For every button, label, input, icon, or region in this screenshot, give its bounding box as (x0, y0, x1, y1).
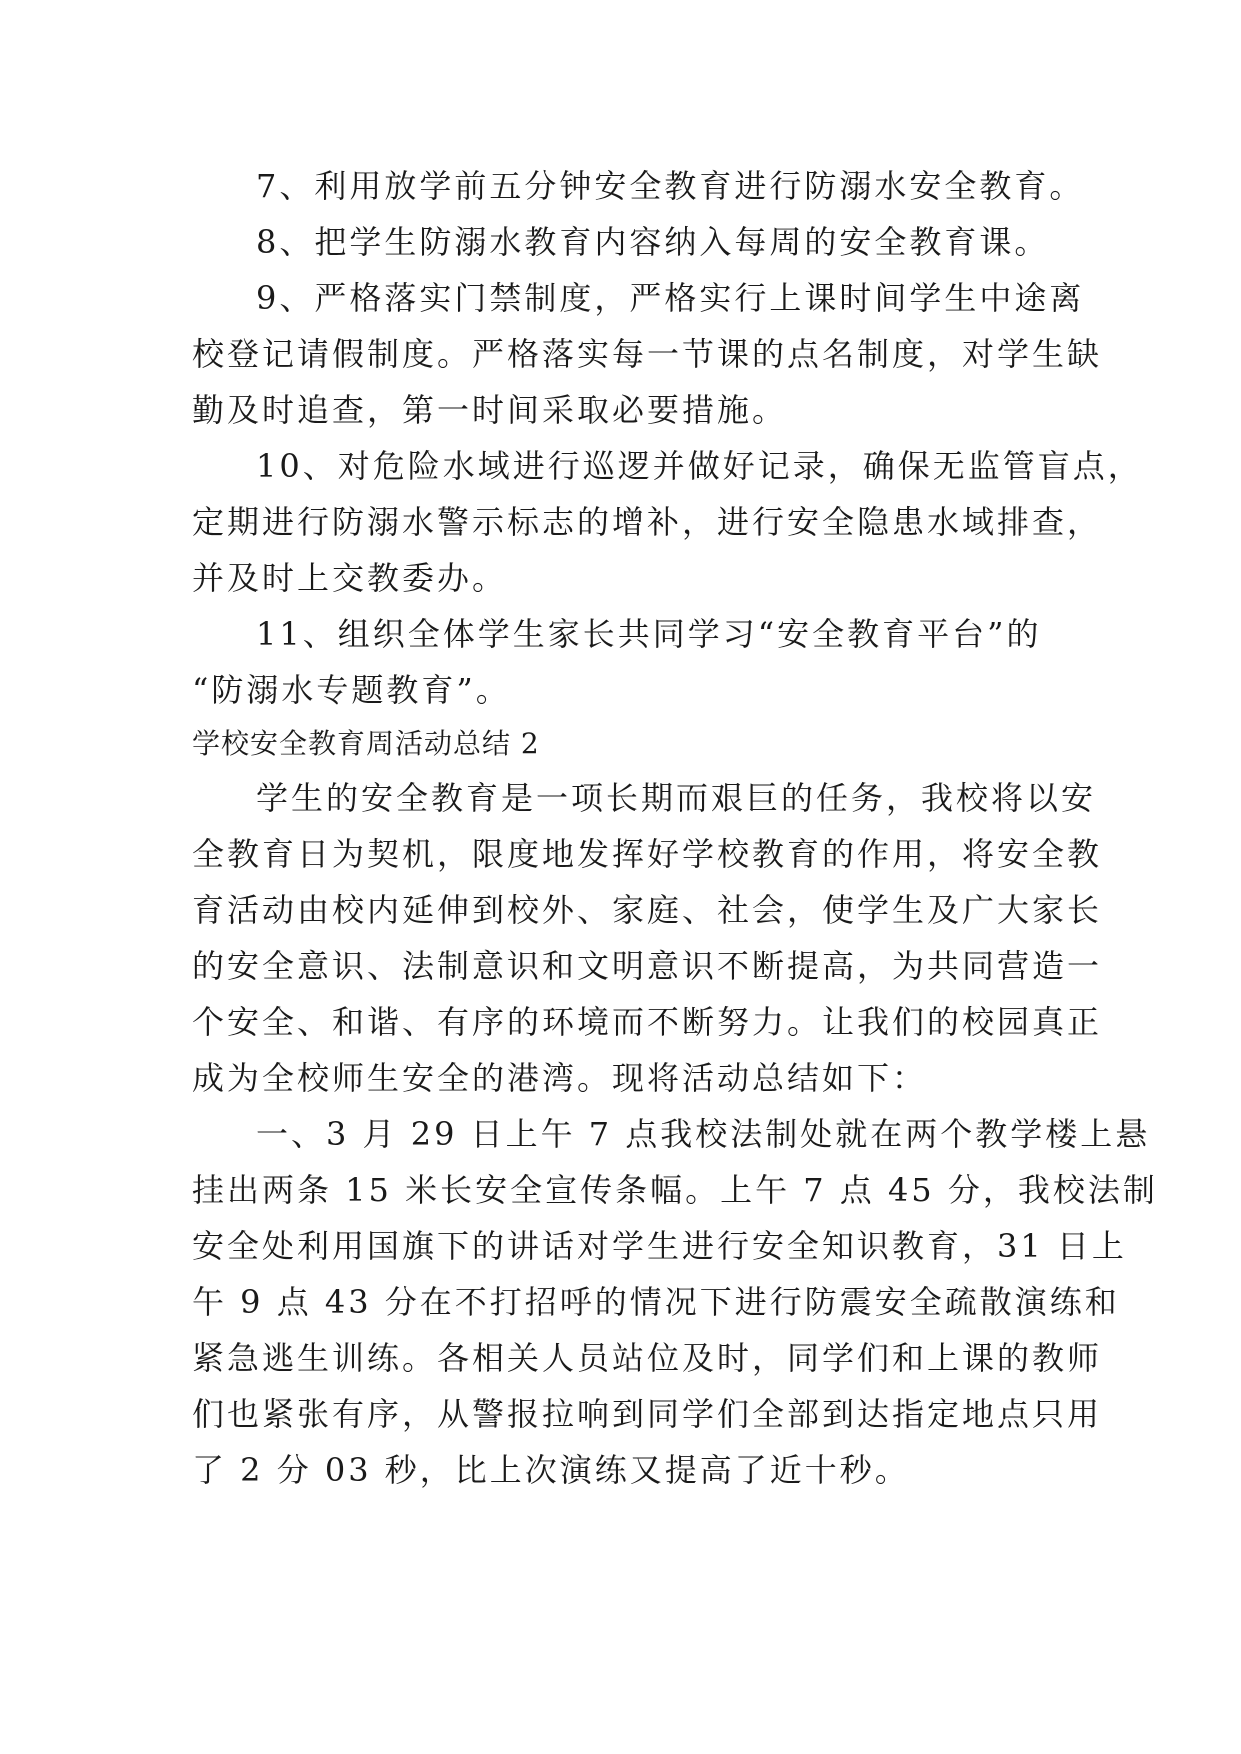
paragraph-line: 勤及时追查，第一时间采取必要措施。 (192, 391, 788, 429)
list-item: 10、对危险水域进行巡逻并做好记录，确保无监管盲点， (256, 447, 1143, 485)
paragraph-line: 们也紧张有序，从警报拉响到同学们全部到达指定地点只用 (192, 1395, 1103, 1433)
paragraph-line: 午 9 点 43 分在不打招呼的情况下进行防震安全疏散演练和 (192, 1283, 1120, 1321)
paragraph-line: 了 2 分 03 秒，比上次演练又提高了近十秒。 (192, 1451, 910, 1489)
list-item: 9、严格落实门禁制度，严格实行上课时间学生中途离 (256, 279, 1085, 317)
paragraph-line: 一、3 月 29 日上午 7 点我校法制处就在两个教学楼上悬 (256, 1115, 1151, 1153)
list-item: 11、组织全体学生家长共同学习“安全教育平台”的 (256, 615, 1042, 653)
paragraph-line: 的安全意识、法制意识和文明意识不断提高，为共同营造一 (192, 947, 1103, 985)
paragraph-line: 安全处利用国旗下的讲话对学生进行安全知识教育，31 日上 (192, 1227, 1127, 1265)
paragraph-line: 个安全、和谐、有序的环境而不断努力。让我们的校园真正 (192, 1003, 1103, 1041)
paragraph-line: 紧急逃生训练。各相关人员站位及时，同学们和上课的教师 (192, 1339, 1103, 1377)
paragraph-line: 学生的安全教育是一项长期而艰巨的任务，我校将以安 (256, 779, 1097, 817)
paragraph-line: 全教育日为契机，限度地发挥好学校教育的作用，将安全教 (192, 835, 1103, 873)
list-item: 7、利用放学前五分钟安全教育进行防溺水安全教育。 (256, 167, 1085, 205)
list-item: 8、把学生防溺水教育内容纳入每周的安全教育课。 (256, 223, 1050, 261)
paragraph-line: 并及时上交教委办。 (192, 559, 508, 597)
paragraph-line: 挂出两条 15 米长安全宣传条幅。上午 7 点 45 分，我校法制 (192, 1171, 1158, 1209)
paragraph-line: “防溺水专题教育”。 (192, 671, 511, 709)
paragraph-line: 育活动由校内延伸到校外、家庭、社会，使学生及广大家长 (192, 891, 1103, 929)
paragraph-line: 校登记请假制度。严格落实每一节课的点名制度，对学生缺 (192, 335, 1103, 373)
section-heading: 学校安全教育周活动总结 2 (192, 727, 540, 760)
paragraph-line: 成为全校师生安全的港湾。现将活动总结如下： (192, 1059, 928, 1097)
paragraph-line: 定期进行防溺水警示标志的增补，进行安全隐患水域排查， (192, 503, 1103, 541)
